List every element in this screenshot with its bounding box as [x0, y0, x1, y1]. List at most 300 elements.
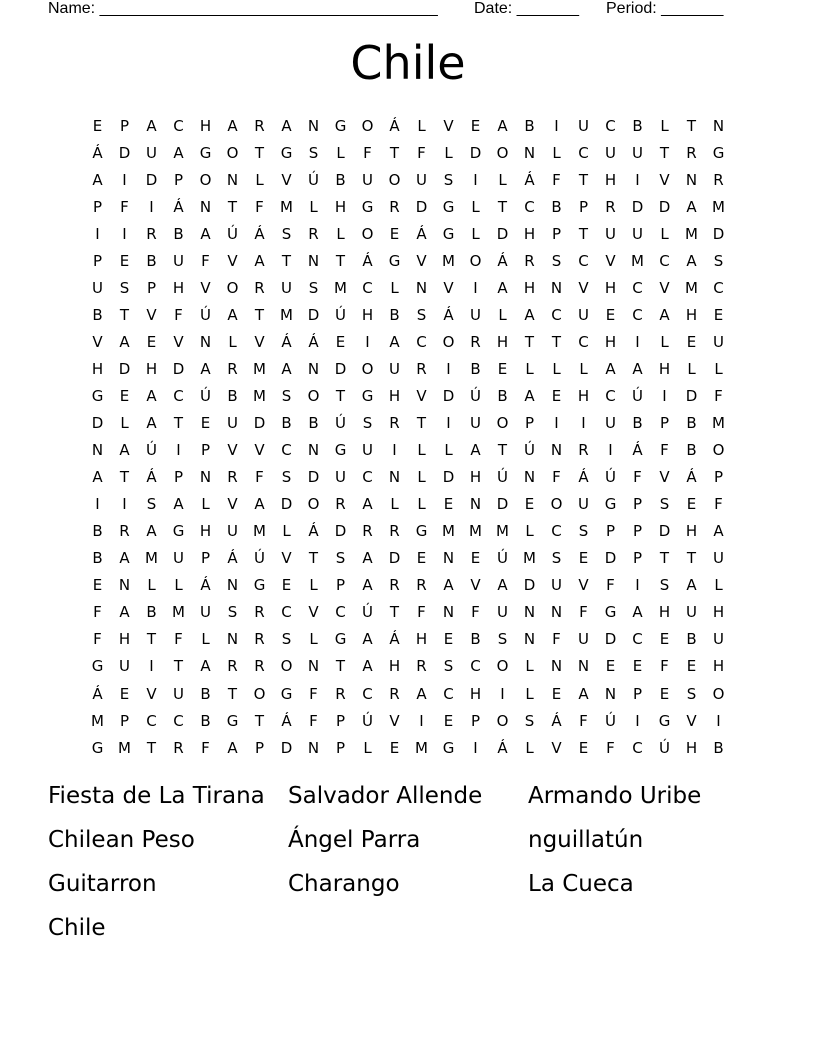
- grid-letter: M: [145, 549, 158, 568]
- grid-letter: H: [496, 332, 509, 351]
- grid-letter: M: [334, 278, 347, 297]
- grid-letter: L: [174, 576, 183, 595]
- grid-letter: G: [442, 224, 455, 243]
- grid-letter: U: [470, 414, 481, 433]
- grid-letter: P: [146, 278, 157, 297]
- period-field: Period: _______: [606, 0, 724, 17]
- grid-letter: N: [226, 170, 239, 189]
- grid-letter: R: [227, 359, 238, 378]
- grid-letter: H: [685, 522, 698, 541]
- grid-letter: I: [635, 711, 640, 730]
- grid-letter: S: [524, 711, 535, 730]
- grid-letter: Á: [254, 224, 265, 243]
- grid-letter: Á: [389, 116, 400, 135]
- grid-letter: I: [149, 197, 154, 216]
- grid-letter: B: [200, 711, 211, 730]
- grid-letter: M: [712, 197, 725, 216]
- grid-letter: M: [118, 738, 131, 757]
- grid-letter: N: [712, 116, 725, 135]
- grid-letter: E: [686, 657, 697, 676]
- grid-letter: R: [578, 441, 589, 460]
- grid-letter: O: [442, 332, 455, 351]
- grid-letter: N: [550, 278, 563, 297]
- grid-letter: N: [307, 251, 320, 270]
- grid-letter: A: [173, 143, 184, 162]
- grid-letter: U: [713, 549, 724, 568]
- grid-letter: Á: [632, 441, 643, 460]
- grid-letter: M: [523, 549, 536, 568]
- grid-letter: L: [660, 224, 669, 243]
- grid-letter: D: [253, 414, 266, 433]
- grid-letter: L: [309, 197, 318, 216]
- grid-letter: P: [119, 711, 130, 730]
- grid-letter: A: [254, 251, 265, 270]
- grid-letter: C: [632, 305, 643, 324]
- grid-letter: A: [470, 441, 481, 460]
- grid-letter: P: [335, 711, 346, 730]
- grid-letter: A: [119, 549, 130, 568]
- grid-letter: L: [444, 441, 453, 460]
- grid-letter: H: [604, 332, 617, 351]
- grid-letter: H: [658, 359, 671, 378]
- grid-letter: L: [498, 305, 507, 324]
- grid-letter: V: [605, 251, 616, 270]
- grid-letter: I: [95, 224, 100, 243]
- grid-letter: N: [523, 143, 536, 162]
- grid-letter: I: [473, 278, 478, 297]
- grid-letter: T: [578, 224, 589, 243]
- grid-letter: F: [93, 603, 102, 622]
- grid-letter: N: [550, 441, 563, 460]
- grid-letter: T: [281, 251, 292, 270]
- grid-letter: V: [416, 251, 427, 270]
- grid-letter: L: [390, 278, 399, 297]
- grid-letter: C: [605, 386, 616, 405]
- grid-letter: S: [281, 468, 292, 487]
- grid-row: [84, 707, 732, 734]
- grid-letter: N: [307, 738, 320, 757]
- grid-letter: Á: [362, 251, 373, 270]
- grid-letter: U: [713, 332, 724, 351]
- grid-letter: U: [173, 684, 184, 703]
- grid-letter: L: [417, 468, 426, 487]
- grid-letter: I: [446, 359, 451, 378]
- grid-letter: H: [334, 197, 347, 216]
- grid-letter: U: [551, 576, 562, 595]
- grid-letter: V: [659, 278, 670, 297]
- grid-letter: B: [524, 116, 535, 135]
- grid-letter: I: [500, 684, 505, 703]
- grid-letter: Ú: [605, 468, 616, 487]
- grid-letter: E: [119, 251, 130, 270]
- grid-letter: T: [119, 305, 130, 324]
- grid-letter: A: [254, 495, 265, 514]
- grid-letter: Á: [524, 170, 535, 189]
- worksheet-header: [0, 0, 816, 22]
- grid-letter: U: [605, 224, 616, 243]
- grid-letter: O: [712, 684, 725, 703]
- grid-letter: T: [497, 441, 508, 460]
- grid-letter: A: [443, 576, 454, 595]
- grid-letter: Á: [497, 738, 508, 757]
- grid-letter: H: [523, 278, 536, 297]
- grid-letter: Ú: [659, 738, 670, 757]
- grid-letter: S: [578, 522, 589, 541]
- grid-letter: C: [605, 116, 616, 135]
- grid-letter: D: [307, 468, 320, 487]
- grid-letter: E: [659, 684, 670, 703]
- grid-letter: N: [307, 441, 320, 460]
- grid-letter: Ú: [200, 305, 211, 324]
- grid-letter: O: [712, 441, 725, 460]
- grid-letter: U: [92, 278, 103, 297]
- grid-letter: R: [389, 414, 400, 433]
- grid-letter: P: [605, 522, 616, 541]
- grid-letter: Á: [578, 468, 589, 487]
- grid-letter: P: [524, 414, 535, 433]
- grid-letter: H: [361, 305, 374, 324]
- grid-letter: B: [470, 359, 481, 378]
- grid-letter: N: [550, 657, 563, 676]
- grid-letter: H: [523, 224, 536, 243]
- grid-letter: H: [604, 170, 617, 189]
- grid-letter: N: [685, 170, 698, 189]
- grid-letter: B: [200, 684, 211, 703]
- grid-letter: V: [551, 738, 562, 757]
- grid-letter: G: [712, 143, 725, 162]
- grid-letter: L: [282, 522, 291, 541]
- grid-row: [84, 680, 732, 707]
- grid-letter: N: [199, 468, 212, 487]
- grid-letter: P: [632, 495, 643, 514]
- grid-letter: Á: [200, 576, 211, 595]
- grid-letter: L: [525, 738, 534, 757]
- grid-letter: U: [200, 603, 211, 622]
- grid-letter: L: [228, 332, 237, 351]
- grid-letter: L: [363, 738, 372, 757]
- grid-letter: G: [226, 711, 239, 730]
- grid-letter: D: [712, 224, 725, 243]
- grid-letter: N: [118, 576, 131, 595]
- grid-letter: I: [149, 657, 154, 676]
- grid-letter: S: [713, 251, 724, 270]
- grid-letter: A: [92, 170, 103, 189]
- grid-letter: R: [686, 143, 697, 162]
- grid-row: [84, 626, 732, 653]
- grid-letter: F: [309, 684, 318, 703]
- grid-letter: P: [92, 251, 103, 270]
- grid-letter: N: [523, 603, 536, 622]
- grid-letter: C: [578, 143, 589, 162]
- grid-letter: E: [524, 495, 535, 514]
- grid-letter: N: [469, 495, 482, 514]
- grid-letter: B: [632, 414, 643, 433]
- grid-letter: P: [470, 711, 481, 730]
- grid-letter: C: [146, 711, 157, 730]
- grid-letter: H: [199, 116, 212, 135]
- grid-letter: C: [362, 684, 373, 703]
- grid-letter: B: [713, 738, 724, 757]
- grid-letter: S: [119, 278, 130, 297]
- grid-letter: S: [497, 630, 508, 649]
- grid-letter: H: [685, 738, 698, 757]
- grid-letter: R: [713, 170, 724, 189]
- grid-letter: G: [334, 116, 347, 135]
- grid-letter: H: [658, 603, 671, 622]
- grid-letter: L: [525, 359, 534, 378]
- grid-letter: I: [419, 711, 424, 730]
- grid-letter: P: [659, 414, 670, 433]
- grid-letter: A: [200, 359, 211, 378]
- grid-letter: T: [254, 143, 265, 162]
- grid-letter: F: [714, 495, 723, 514]
- grid-letter: G: [604, 495, 617, 514]
- grid-letter: A: [119, 603, 130, 622]
- grid-letter: C: [362, 468, 373, 487]
- grid-letter: E: [470, 549, 481, 568]
- grid-letter: H: [685, 305, 698, 324]
- grid-letter: S: [308, 143, 319, 162]
- grid-letter: Á: [551, 711, 562, 730]
- grid-letter: U: [227, 414, 238, 433]
- grid-letter: T: [497, 197, 508, 216]
- grid-letter: C: [281, 603, 292, 622]
- grid-letter: C: [713, 278, 724, 297]
- grid-letter: P: [632, 522, 643, 541]
- grid-letter: E: [497, 359, 508, 378]
- grid-letter: C: [470, 657, 481, 676]
- grid-letter: L: [417, 116, 426, 135]
- grid-letter: S: [227, 603, 238, 622]
- grid-letter: B: [146, 251, 157, 270]
- grid-letter: P: [713, 468, 724, 487]
- grid-letter: S: [281, 630, 292, 649]
- grid-letter: Á: [92, 143, 103, 162]
- grid-letter: A: [686, 251, 697, 270]
- grid-letter: G: [280, 143, 293, 162]
- grid-letter: D: [145, 170, 158, 189]
- grid-row: [84, 166, 732, 193]
- grid-letter: P: [632, 684, 643, 703]
- grid-row: [84, 572, 732, 599]
- grid-letter: R: [254, 116, 265, 135]
- grid-letter: M: [253, 522, 266, 541]
- grid-letter: N: [550, 603, 563, 622]
- grid-letter: R: [362, 522, 373, 541]
- grid-letter: Ú: [335, 414, 346, 433]
- grid-letter: F: [552, 630, 561, 649]
- grid-letter: O: [226, 278, 239, 297]
- grid-letter: L: [336, 224, 345, 243]
- grid-letter: U: [686, 603, 697, 622]
- grid-letter: Ú: [227, 224, 238, 243]
- grid-letter: U: [605, 414, 616, 433]
- grid-letter: M: [685, 278, 698, 297]
- grid-letter: A: [281, 116, 292, 135]
- grid-letter: U: [389, 359, 400, 378]
- grid-letter: B: [227, 386, 238, 405]
- grid-letter: A: [146, 116, 157, 135]
- grid-letter: B: [389, 305, 400, 324]
- grid-letter: A: [227, 116, 238, 135]
- grid-letter: A: [362, 549, 373, 568]
- grid-letter: U: [146, 143, 157, 162]
- grid-letter: H: [172, 278, 185, 297]
- grid-row: [84, 653, 732, 680]
- grid-letter: Á: [443, 305, 454, 324]
- grid-letter: L: [417, 495, 426, 514]
- grid-letter: F: [201, 738, 210, 757]
- grid-letter: E: [335, 332, 346, 351]
- grid-letter: C: [632, 738, 643, 757]
- grid-letter: M: [280, 197, 293, 216]
- grid-letter: O: [253, 684, 266, 703]
- grid-letter: H: [712, 603, 725, 622]
- grid-letter: U: [119, 657, 130, 676]
- grid-letter: M: [631, 251, 644, 270]
- grid-letter: A: [578, 684, 589, 703]
- grid-letter: D: [172, 359, 185, 378]
- grid-letter: U: [632, 224, 643, 243]
- grid-letter: E: [605, 657, 616, 676]
- grid-letter: A: [362, 657, 373, 676]
- grid-letter: A: [686, 576, 697, 595]
- grid-letter: R: [416, 359, 427, 378]
- grid-letter: D: [658, 522, 671, 541]
- grid-letter: F: [660, 657, 669, 676]
- grid-letter: L: [552, 359, 561, 378]
- grid-letter: T: [254, 305, 265, 324]
- grid-letter: I: [365, 332, 370, 351]
- grid-letter: C: [632, 278, 643, 297]
- grid-letter: R: [254, 603, 265, 622]
- grid-row: [84, 220, 732, 247]
- grid-letter: O: [496, 414, 509, 433]
- grid-letter: R: [227, 468, 238, 487]
- grid-letter: V: [227, 251, 238, 270]
- grid-row: [84, 139, 732, 166]
- word-search-grid: [84, 112, 732, 761]
- grid-letter: N: [91, 441, 104, 460]
- grid-letter: N: [226, 630, 239, 649]
- grid-letter: S: [659, 495, 670, 514]
- grid-letter: O: [550, 495, 563, 514]
- grid-letter: O: [307, 495, 320, 514]
- grid-letter: N: [388, 468, 401, 487]
- grid-letter: L: [444, 143, 453, 162]
- grid-letter: V: [200, 278, 211, 297]
- grid-letter: M: [280, 305, 293, 324]
- grid-letter: A: [416, 684, 427, 703]
- grid-letter: H: [199, 522, 212, 541]
- grid-letter: S: [551, 549, 562, 568]
- grid-letter: A: [497, 576, 508, 595]
- grid-letter: U: [578, 630, 589, 649]
- grid-letter: L: [660, 332, 669, 351]
- grid-letter: F: [93, 630, 102, 649]
- grid-letter: Á: [389, 630, 400, 649]
- grid-letter: O: [496, 657, 509, 676]
- grid-letter: N: [523, 630, 536, 649]
- grid-letter: A: [227, 738, 238, 757]
- grid-letter: U: [713, 630, 724, 649]
- grid-letter: F: [606, 576, 615, 595]
- grid-letter: V: [227, 441, 238, 460]
- grid-letter: S: [686, 684, 697, 703]
- grid-letter: Ú: [497, 549, 508, 568]
- grid-letter: R: [308, 224, 319, 243]
- grid-letter: R: [173, 738, 184, 757]
- page-title: Chile: [350, 36, 466, 90]
- grid-letter: R: [119, 522, 130, 541]
- grid-letter: B: [281, 414, 292, 433]
- word-list-item: Ángel Parra: [288, 827, 421, 853]
- grid-letter: T: [686, 116, 697, 135]
- grid-letter: B: [173, 224, 184, 243]
- grid-letter: V: [416, 386, 427, 405]
- grid-letter: U: [578, 305, 589, 324]
- grid-letter: E: [578, 738, 589, 757]
- word-list-item: nguillatún: [528, 827, 644, 853]
- word-list-item: La Cueca: [528, 871, 634, 897]
- grid-letter: U: [173, 549, 184, 568]
- grid-letter: R: [416, 576, 427, 595]
- grid-letter: Ú: [362, 711, 373, 730]
- grid-letter: T: [659, 549, 670, 568]
- grid-row: [84, 734, 732, 761]
- grid-letter: U: [335, 468, 346, 487]
- grid-letter: B: [497, 386, 508, 405]
- grid-letter: T: [146, 738, 157, 757]
- grid-letter: G: [91, 738, 104, 757]
- grid-letter: O: [226, 143, 239, 162]
- grid-letter: C: [524, 197, 535, 216]
- grid-row: [84, 437, 732, 464]
- grid-letter: O: [496, 143, 509, 162]
- grid-letter: Ú: [497, 468, 508, 487]
- grid-letter: U: [497, 603, 508, 622]
- grid-letter: F: [714, 386, 723, 405]
- grid-row: [84, 599, 732, 626]
- grid-letter: E: [605, 305, 616, 324]
- grid-letter: R: [470, 332, 481, 351]
- grid-letter: P: [173, 468, 184, 487]
- grid-letter: T: [173, 657, 184, 676]
- grid-letter: T: [686, 549, 697, 568]
- grid-letter: M: [253, 386, 266, 405]
- grid-letter: D: [280, 495, 293, 514]
- grid-letter: C: [551, 522, 562, 541]
- grid-letter: V: [227, 495, 238, 514]
- grid-letter: V: [308, 603, 319, 622]
- grid-letter: N: [307, 359, 320, 378]
- grid-letter: G: [658, 711, 671, 730]
- grid-letter: N: [442, 603, 455, 622]
- grid-letter: L: [309, 576, 318, 595]
- grid-letter: S: [443, 170, 454, 189]
- grid-letter: S: [416, 305, 427, 324]
- word-list-item: Charango: [288, 871, 400, 897]
- grid-letter: U: [281, 278, 292, 297]
- grid-letter: S: [281, 386, 292, 405]
- grid-letter: Á: [281, 332, 292, 351]
- grid-letter: C: [416, 332, 427, 351]
- grid-letter: L: [120, 414, 129, 433]
- grid-letter: R: [389, 522, 400, 541]
- grid-letter: Á: [308, 332, 319, 351]
- grid-letter: D: [334, 359, 347, 378]
- grid-letter: V: [686, 711, 697, 730]
